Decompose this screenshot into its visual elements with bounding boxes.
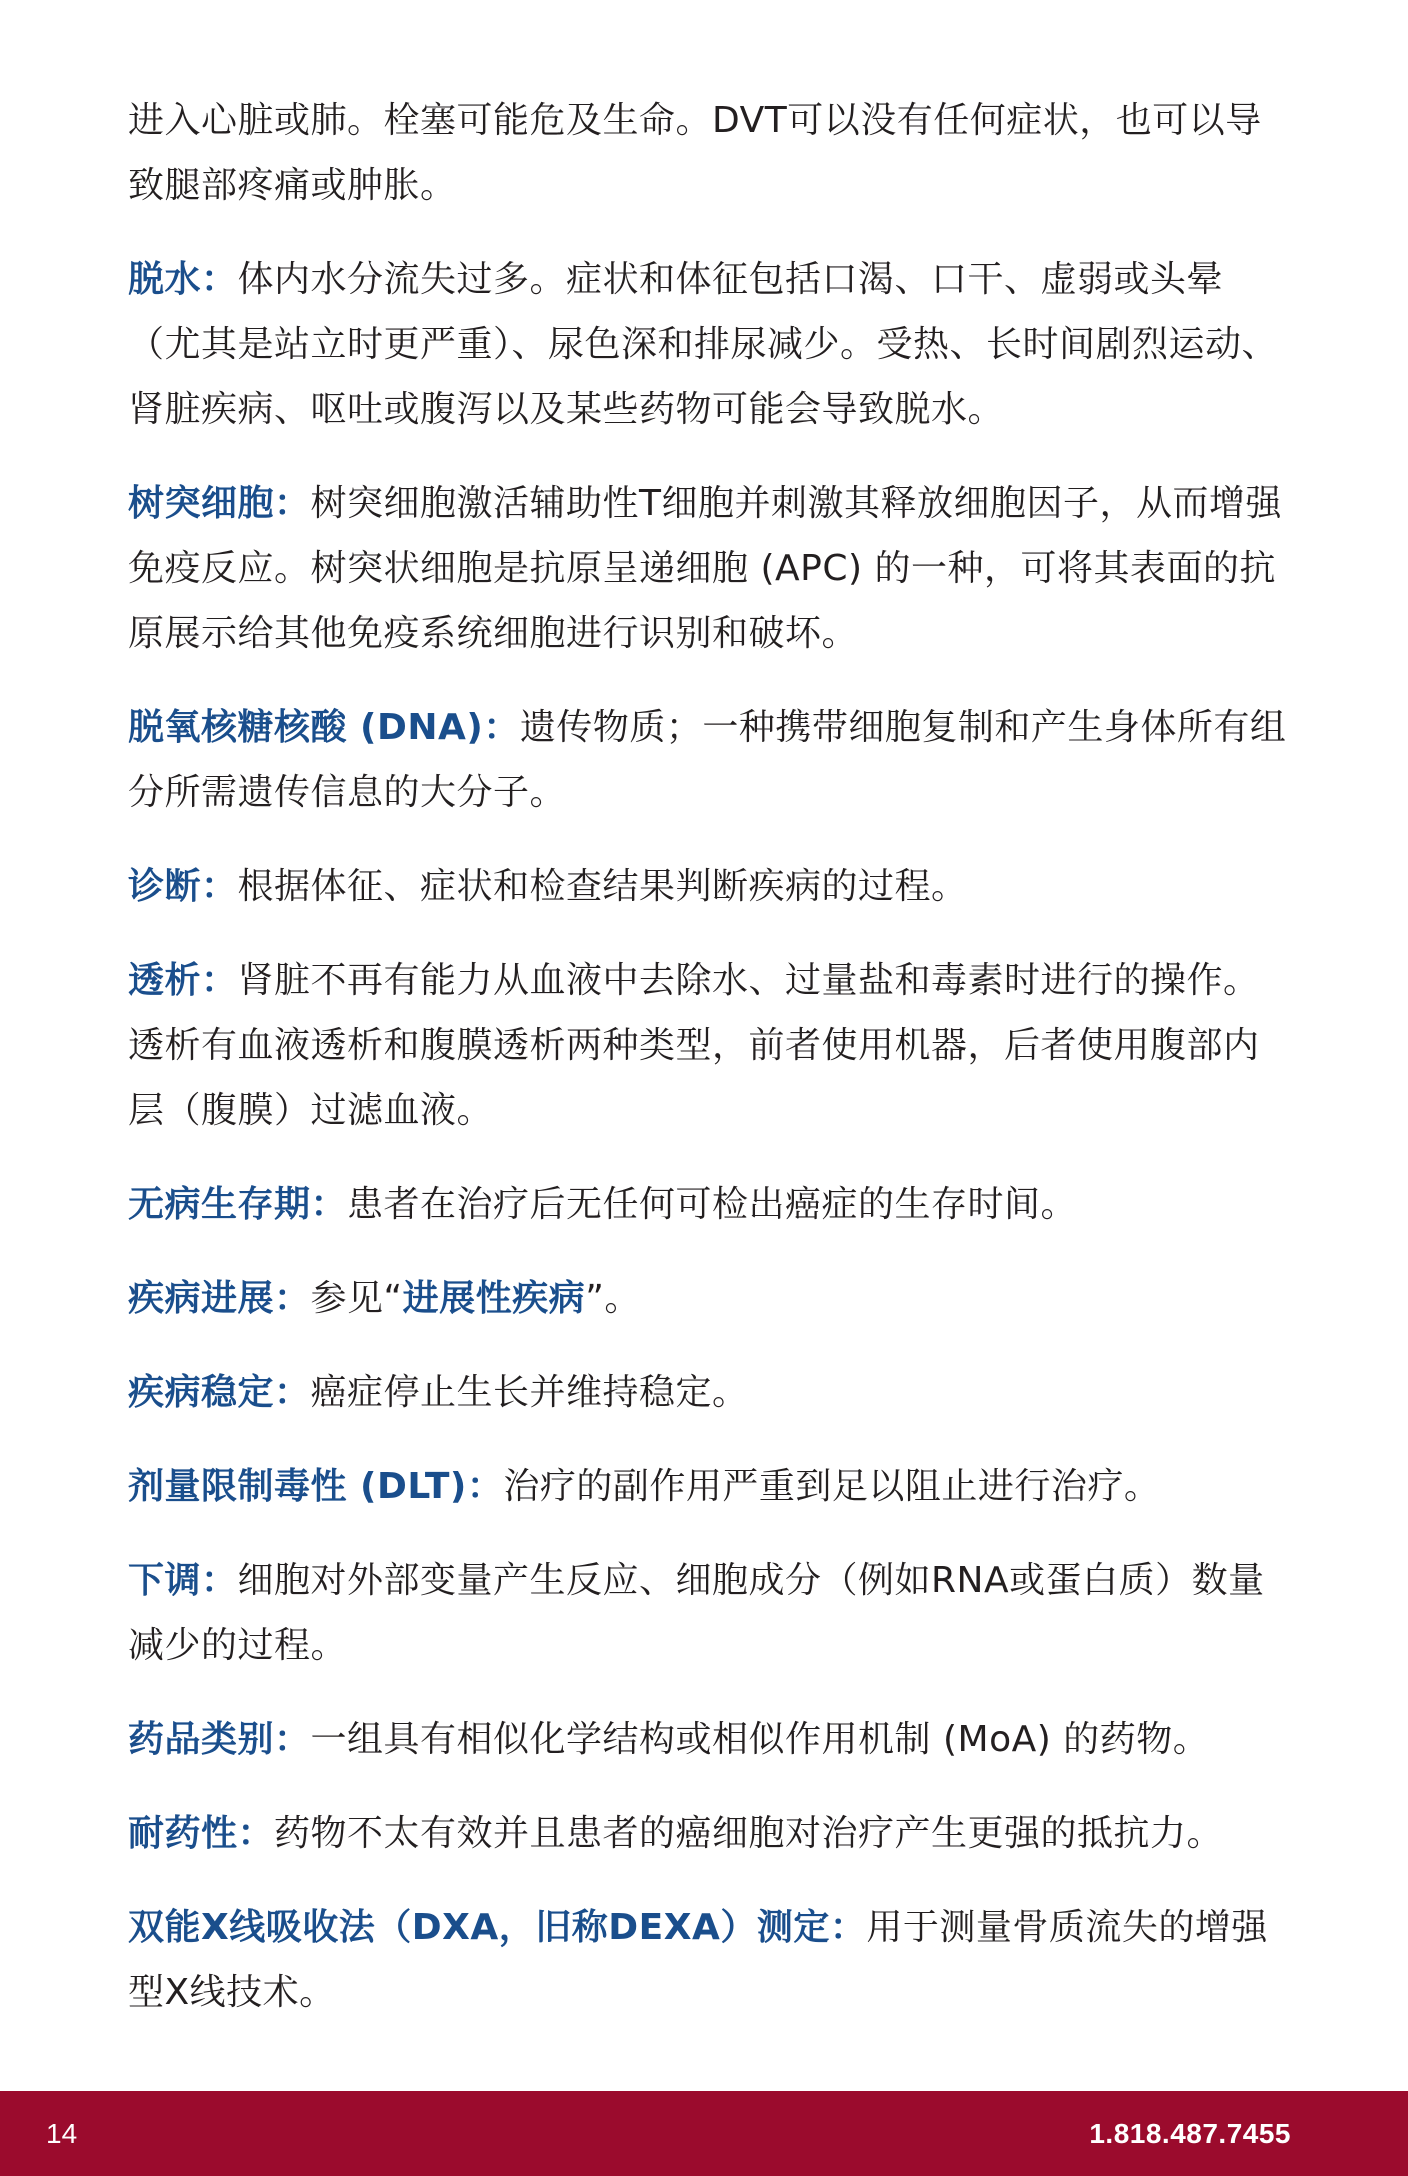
entry-definition: 治疗的副作用严重到足以阻止进行治疗。 [503, 1466, 1161, 1507]
entry-term: 诊断： [128, 866, 238, 907]
entry-definition: 用于测量骨质流失的增强型X线技术。 [128, 1907, 1268, 2013]
glossary-entry-disease-progression [128, 1266, 1294, 1331]
entry-term: 脱氧核糖核酸 (DNA)： [128, 707, 520, 748]
entry-definition: 进入心脏或肺。栓塞可能危及生命。DVT可以没有任何症状，也可以导致腿部疼痛或肿胀。 [128, 100, 1262, 206]
cross-reference-link[interactable]: 进展性疾病 [402, 1278, 586, 1319]
entry-term: 药品类别： [128, 1719, 311, 1760]
entry-term: 剂量限制毒性 (DLT)： [128, 1466, 504, 1507]
glossary-entry-drug-resistance [128, 1801, 1294, 1866]
glossary-entry-continuation [128, 88, 1294, 218]
glossary-entry-dlt [128, 1454, 1294, 1519]
entry-definition: 遗传物质；一种携带细胞复制和产生身体所有组分所需遗传信息的大分子。 [128, 707, 1287, 813]
entry-definition: 药物不太有效并且患者的癌细胞对治疗产生更强的抵抗力。 [274, 1813, 1224, 1854]
glossary-entry-diagnosis [128, 854, 1294, 919]
entry-definition: 体内水分流失过多。症状和体征包括口渴、口干、虚弱或头晕（尤其是站立时更严重）、尿色深和排尿减少。受热、长时间剧烈运动、肾脏疾病、呕吐或腹泻以及某些药物可能会导致脱水。 [128, 259, 1279, 430]
entry-term: 脱水： [128, 259, 238, 300]
glossary-entry-dxa [128, 1895, 1294, 2025]
phone-number: 1.818.487.7455 [1089, 2118, 1291, 2149]
entry-term: 双能X线吸收法（DXA，旧称DEXA）测定： [128, 1907, 867, 1948]
glossary-entry-dendritic-cell [128, 471, 1294, 666]
glossary-entry-drug-class [128, 1707, 1294, 1772]
entry-term: 无病生存期： [128, 1184, 348, 1225]
glossary-entry-dehydration [128, 247, 1294, 442]
entry-definition: 树突细胞激活辅助性T细胞并刺激其释放细胞因子，从而增强免疫反应。树突状细胞是抗原呈递细胞 (APC) 的一种，可将其表面的抗原展示给其他免疫系统细胞进行识别和破坏。 [128, 483, 1283, 654]
entry-definition: 患者在治疗后无任何可检出癌症的生存时间。 [347, 1184, 1078, 1225]
entry-term: 疾病稳定： [128, 1372, 311, 1413]
entry-term: 树突细胞： [128, 483, 311, 524]
entry-definition: 一组具有相似化学结构或相似作用机制 (MoA) 的药物。 [310, 1719, 1210, 1760]
entry-term: 透析： [128, 960, 238, 1001]
entry-term: 下调： [128, 1560, 238, 1601]
glossary-entry-downregulation [128, 1548, 1294, 1678]
glossary-content [128, 88, 1294, 2054]
page-footer [0, 2091, 1408, 2176]
entry-definition: 癌症停止生长并维持稳定。 [310, 1372, 749, 1413]
entry-definition: 细胞对外部变量产生反应、细胞成分（例如RNA或蛋白质）数量减少的过程。 [128, 1560, 1265, 1666]
page-number: 14 [46, 2118, 78, 2149]
entry-term: 耐药性： [128, 1813, 275, 1854]
entry-definition-prefix: 参见“ [310, 1278, 403, 1319]
glossary-entry-dialysis [128, 948, 1294, 1143]
entry-definition: 肾脏不再有能力从血液中去除水、过量盐和毒素时进行的操作。透析有血液透析和腹膜透析两种类型，前者使用机器，后者使用腹部内层（腹膜）过滤血液。 [128, 960, 1260, 1131]
glossary-entry-dna [128, 695, 1294, 825]
entry-definition: 根据体征、症状和检查结果判断疾病的过程。 [237, 866, 968, 907]
entry-term: 疾病进展： [128, 1278, 311, 1319]
entry-definition-suffix: ”。 [585, 1278, 641, 1319]
glossary-entry-disease-free-survival [128, 1172, 1294, 1237]
glossary-entry-stable-disease [128, 1360, 1294, 1425]
